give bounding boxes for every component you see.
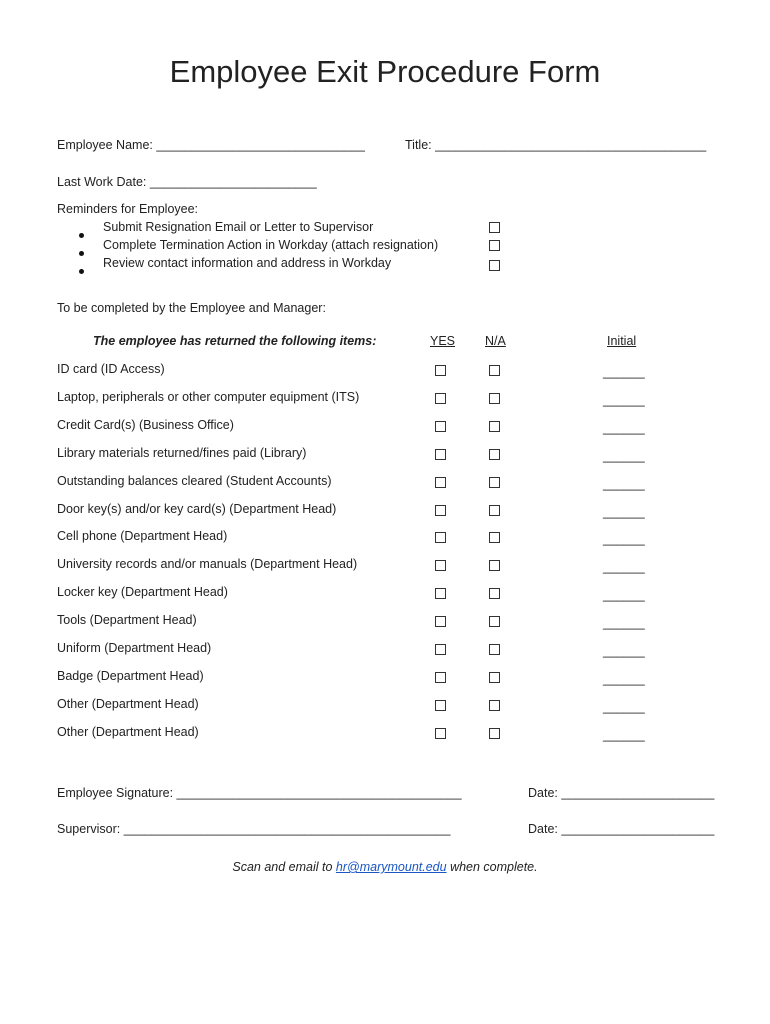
na-checkbox[interactable] — [489, 586, 500, 604]
na-checkbox[interactable] — [489, 698, 500, 716]
footer-suffix: when complete. — [450, 860, 538, 874]
reminder-checkbox[interactable] — [489, 238, 500, 256]
title-label: Title: — [405, 138, 432, 152]
initial-field[interactable]: ______ — [603, 449, 645, 463]
yes-checkbox[interactable] — [435, 670, 446, 688]
table-row-label: Library materials returned/fines paid (Library) — [57, 446, 307, 460]
na-checkbox[interactable] — [489, 614, 500, 632]
title-line: _______________________________________ — [435, 138, 707, 152]
initial-field[interactable]: ______ — [603, 644, 645, 658]
yes-checkbox[interactable] — [435, 391, 446, 409]
yes-checkbox[interactable] — [435, 726, 446, 744]
initial-field[interactable]: ______ — [603, 728, 645, 742]
yes-checkbox[interactable] — [435, 503, 446, 521]
initial-field[interactable]: ______ — [603, 365, 645, 379]
initial-field[interactable]: ______ — [603, 393, 645, 407]
table-row-label: University records and/or manuals (Department Head) — [57, 557, 358, 571]
table-row-label: Other (Department Head) — [57, 725, 199, 739]
initial-field[interactable]: ______ — [603, 505, 645, 519]
supervisor-signature-field[interactable] — [57, 822, 450, 836]
initial-field[interactable]: ______ — [603, 532, 645, 546]
date-label: Date: — [528, 786, 558, 800]
email-link[interactable]: hr@marymount.edu — [335, 860, 447, 874]
supervisor-date-field[interactable] — [528, 822, 714, 836]
form-title: Employee Exit Procedure Form — [169, 54, 601, 89]
na-checkbox[interactable] — [489, 391, 500, 409]
last-work-date-label: Last Work Date: — [57, 175, 147, 189]
title-field[interactable] — [405, 138, 706, 152]
employee-name-line: ______________________________ — [156, 138, 365, 152]
employee-name-label: Employee Name: — [57, 138, 153, 152]
table-row-label: Outstanding balances cleared (Student Accounts) — [57, 474, 332, 488]
na-checkbox[interactable] — [489, 530, 500, 548]
initial-field[interactable]: ______ — [603, 672, 645, 686]
na-checkbox[interactable] — [489, 558, 500, 576]
table-row-label: Door key(s) and/or key card(s) (Department Head) — [57, 502, 337, 516]
footer-prefix: Scan and email to — [232, 860, 333, 874]
supervisor-line: _______________________________________________ — [123, 822, 451, 836]
employee-signature-line: _________________________________________ — [176, 786, 462, 800]
yes-checkbox[interactable] — [435, 642, 446, 660]
reminder-checkbox[interactable] — [489, 258, 500, 276]
yes-checkbox[interactable] — [435, 558, 446, 576]
na-checkbox[interactable] — [489, 670, 500, 688]
employee-date-field[interactable] — [528, 786, 714, 800]
table-row-label: ID card (ID Access) — [57, 362, 165, 376]
yes-checkbox[interactable] — [435, 447, 446, 465]
col-na-header: N/A — [485, 334, 506, 348]
supervisor-label: Supervisor: — [57, 822, 121, 836]
table-row-label: Uniform (Department Head) — [57, 641, 212, 655]
table-row-label: Tools (Department Head) — [57, 613, 197, 627]
last-work-date-field[interactable] — [57, 175, 317, 189]
na-checkbox[interactable] — [489, 475, 500, 493]
table-row-label: Cell phone (Department Head) — [57, 529, 228, 543]
initial-field[interactable]: ______ — [603, 421, 645, 435]
na-checkbox[interactable] — [489, 503, 500, 521]
initial-field[interactable]: ______ — [603, 700, 645, 714]
reminder-checkbox[interactable] — [489, 220, 500, 238]
section-intro: To be completed by the Employee and Manager: — [57, 301, 326, 315]
date-line: ______________________ — [561, 786, 715, 800]
employee-signature-label: Employee Signature: — [57, 786, 174, 800]
initial-field[interactable]: ______ — [603, 560, 645, 574]
footer-note — [0, 860, 770, 874]
employee-name-field[interactable] — [57, 138, 365, 152]
col-yes-header: YES — [430, 334, 456, 348]
na-checkbox[interactable] — [489, 447, 500, 465]
table-row-label: Locker key (Department Head) — [57, 585, 228, 599]
yes-checkbox[interactable] — [435, 363, 446, 381]
reminder-item: Review contact information and address in Workday — [103, 256, 392, 270]
yes-checkbox[interactable] — [435, 475, 446, 493]
table-row-label: Credit Card(s) (Business Office) — [57, 418, 234, 432]
reminders-heading: Reminders for Employee: — [57, 202, 199, 216]
na-checkbox[interactable] — [489, 363, 500, 381]
yes-checkbox[interactable] — [435, 530, 446, 548]
bullet — [79, 243, 84, 261]
bullet — [79, 261, 84, 279]
initial-field[interactable]: ______ — [603, 477, 645, 491]
reminder-item: Submit Resignation Email or Letter to Supervisor — [103, 220, 374, 234]
yes-checkbox[interactable] — [435, 614, 446, 632]
na-checkbox[interactable] — [489, 642, 500, 660]
yes-checkbox[interactable] — [435, 698, 446, 716]
yes-checkbox[interactable] — [435, 586, 446, 604]
initial-field[interactable]: ______ — [603, 616, 645, 630]
yes-checkbox[interactable] — [435, 419, 446, 437]
employee-signature-field[interactable] — [57, 786, 462, 800]
initial-field[interactable]: ______ — [603, 588, 645, 602]
date-label: Date: — [528, 822, 558, 836]
items-table-header: The employee has returned the following items: — [93, 334, 377, 348]
date-line: ______________________ — [561, 822, 715, 836]
na-checkbox[interactable] — [489, 419, 500, 437]
na-checkbox[interactable] — [489, 726, 500, 744]
table-row-label: Badge (Department Head) — [57, 669, 204, 683]
last-work-date-line: ________________________ — [149, 175, 317, 189]
bullet — [79, 225, 84, 243]
table-row-label: Laptop, peripherals or other computer equipment (ITS) — [57, 390, 360, 404]
table-row-label: Other (Department Head) — [57, 697, 199, 711]
reminder-item: Complete Termination Action in Workday (attach resignation) — [103, 238, 439, 252]
col-initial-header: Initial — [607, 334, 637, 348]
